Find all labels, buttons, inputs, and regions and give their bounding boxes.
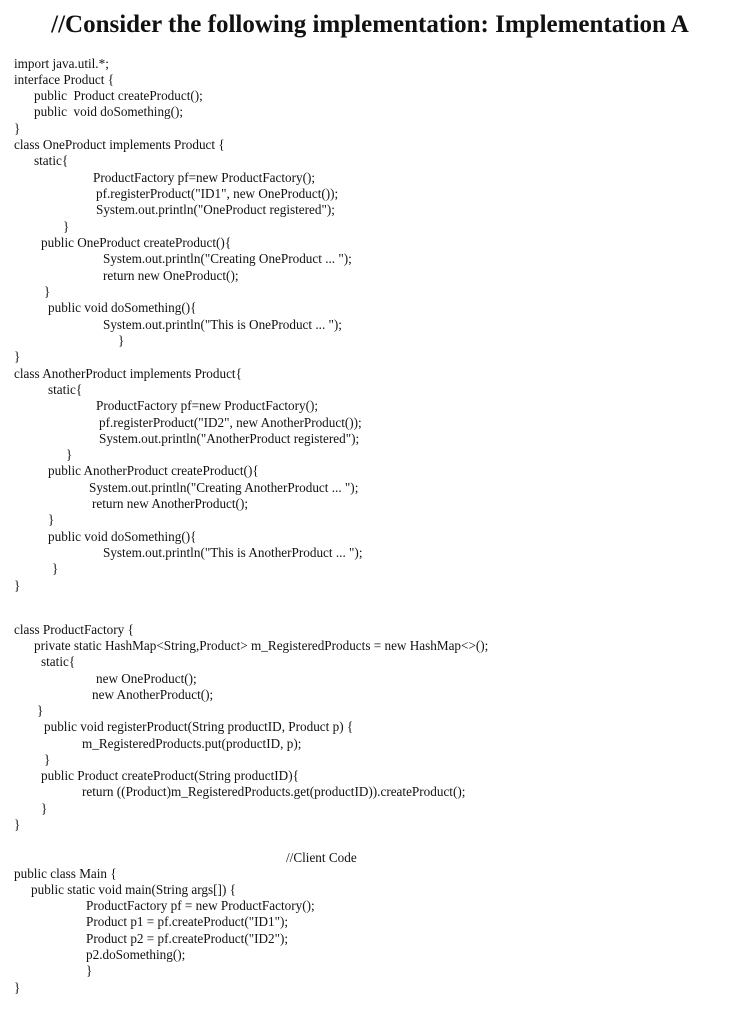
code-line: return new AnotherProduct();: [92, 496, 249, 511]
code-line: }: [118, 333, 125, 348]
code-line: }: [86, 963, 93, 978]
code-line: public OneProduct createProduct(){: [41, 235, 232, 250]
code-line: }: [52, 561, 59, 576]
code-line: }: [14, 349, 21, 364]
code-line: }: [63, 219, 70, 234]
code-line: import java.util.*;: [14, 56, 109, 71]
code-line: static{: [41, 654, 76, 669]
code-line: public void doSomething();: [34, 104, 184, 119]
code-line: }: [48, 512, 55, 527]
code-line: private static HashMap<String,Product> m_RegisteredProducts = new HashMap<>();: [34, 638, 489, 653]
code-line: Product p2 = pf.createProduct("ID2");: [86, 931, 289, 946]
code-line: System.out.println("AnotherProduct registered");: [99, 431, 360, 446]
code-line: class OneProduct implements Product {: [14, 137, 225, 152]
code-line: public void doSomething(){: [48, 529, 197, 544]
code-line: public AnotherProduct createProduct(){: [48, 463, 259, 478]
code-line: public Product createProduct();: [34, 88, 203, 103]
code-line: new OneProduct();: [96, 671, 197, 686]
code-line: return ((Product)m_RegisteredProducts.get(productID)).createProduct();: [82, 784, 466, 799]
code-line: }: [66, 447, 73, 462]
code-line: ProductFactory pf=new ProductFactory();: [93, 170, 316, 185]
code-line: pf.registerProduct("ID1", new OneProduct());: [96, 186, 339, 201]
code-line: m_RegisteredProducts.put(productID, p);: [82, 736, 302, 751]
code-line: }: [37, 703, 44, 718]
code-line: class ProductFactory {: [14, 622, 134, 637]
code-line: Product p1 = pf.createProduct("ID1");: [86, 914, 289, 929]
code-line: }: [41, 801, 48, 816]
code-line: new AnotherProduct();: [92, 687, 214, 702]
code-line: }: [44, 752, 51, 767]
code-line: ProductFactory pf=new ProductFactory();: [96, 398, 319, 413]
code-line: ProductFactory pf = new ProductFactory();: [86, 898, 315, 913]
code-line: }: [44, 284, 51, 299]
code-line: }: [14, 980, 21, 995]
code-line: System.out.println("This is OneProduct ... ");: [103, 317, 342, 332]
code-line: }: [14, 817, 21, 832]
code-line: }: [14, 578, 21, 593]
client-code-label: //Client Code: [286, 850, 357, 865]
code-line: System.out.println("Creating OneProduct ... ");: [103, 251, 352, 266]
code-line: public void doSomething(){: [48, 300, 197, 315]
code-line: static{: [48, 382, 83, 397]
code-line: class AnotherProduct implements Product{: [14, 366, 242, 381]
code-line: public void registerProduct(String productID, Product p) {: [44, 719, 354, 734]
page-title: //Consider the following implementation: Implementation A: [51, 11, 689, 38]
code-line: static{: [34, 153, 69, 168]
code-line: }: [14, 121, 21, 136]
code-line: p2.doSomething();: [86, 947, 186, 962]
code-line: System.out.println("Creating AnotherProduct ... ");: [89, 480, 359, 495]
code-line: System.out.println("This is AnotherProduct ... ");: [103, 545, 363, 560]
code-line: public Product createProduct(String productID){: [41, 768, 299, 783]
code-line: pf.registerProduct("ID2", new AnotherProduct());: [99, 415, 362, 430]
code-line: interface Product {: [14, 72, 115, 87]
code-line: public class Main {: [14, 866, 117, 881]
code-line: public static void main(String args[]) {: [31, 882, 236, 897]
code-line: return new OneProduct();: [103, 268, 239, 283]
code-line: System.out.println("OneProduct registered");: [96, 202, 335, 217]
